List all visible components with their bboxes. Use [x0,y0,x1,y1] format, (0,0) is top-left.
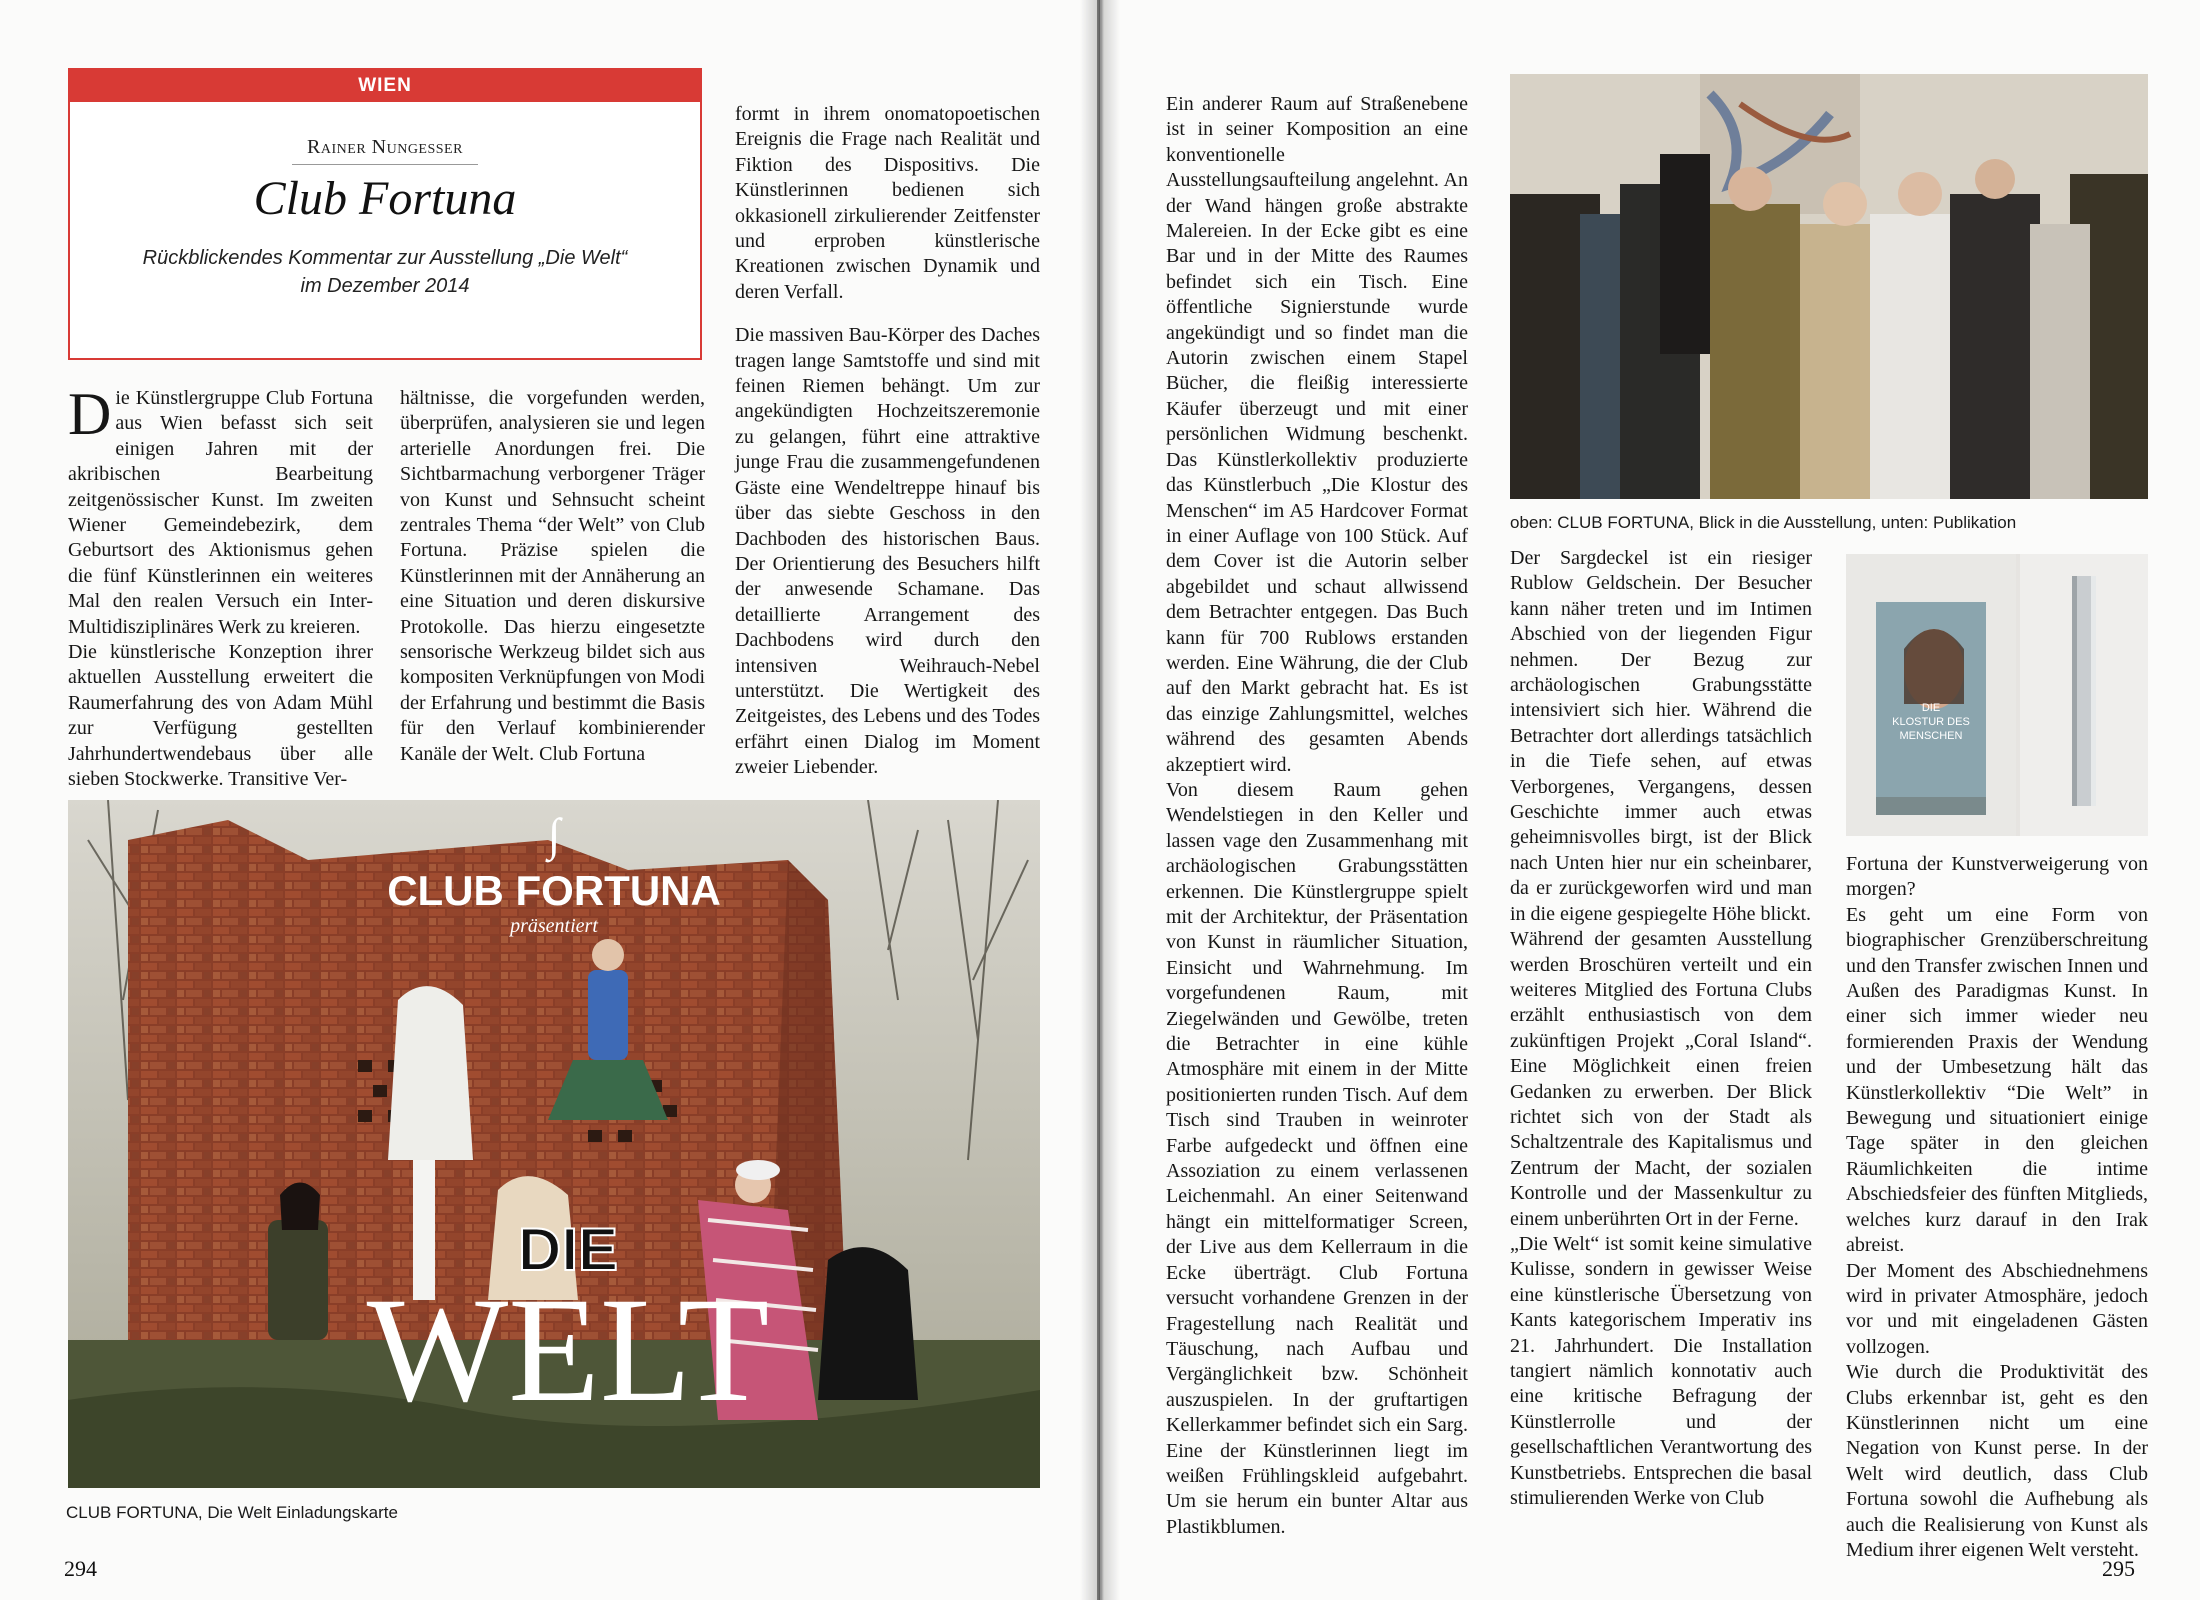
paragraph: Die Künstlergruppe Club Fortuna aus Wien befasst sich seit einigen Jahren mit der akribischen Bearbeitung zeitgenössischer Kunst. Im zweiten Wiener Gemeindebezirk, dem Geburtsort des Aktionismus gehen die fünf Künstlerinnen ein weiteres Mal den realen Versuch ein Inter-Multidisziplinäres Werk zu kreieren. [68,381,373,638]
article-title: Club Fortuna [253,172,517,225]
article-subtitle [70,244,700,300]
paragraph: „Die Welt“ ist somit keine simulative Kulisse, sondern in gewisser Weise eine künstlerische Übersetzung von Kants kategorischem Imperativ ins 21. Jahrhundert. Die Installation tangiert nämlich konnotativ auch eine kritische Befragung der Künstlerrolle und der gesellschaftlichen Verantwortung des Kunstbetriebs. Entsprechen die basal stimulierenden Werke von Club [1510,1232,1812,1510]
paragraph: Während der gesamten Ausstellung werden Broschüren verteilt und ein weiteres Mitglied des Fortuna Clubs erzählt enthusiastisch von dem zukünftigen Projekt „Coral Island“. Eine Möglichkeit einen freien Gedanken zu erwerben. Der Blick richtet sich von der Stadt als Schaltzentrale des Kapitalismus und Zentrum der Macht, der sozialen Kontrolle und der Massenkultur zu einem unberührten Ort in der Ferne. [1510,928,1812,1230]
left-column-1 [68,381,373,793]
book-title-3: MENSCHEN [1899,730,1963,742]
poster-word-die: DIE [517,1216,619,1283]
right-column-2 [1510,546,1812,1511]
paragraph: Der Sargdeckel ist ein riesiger Rublow Geldschein. Der Besucher kann näher treten und im Intimen Abschied von der liegenden Figur nehmen. Der Bezug zur archäologischen Grabungsstätte intensiviert sich hier. Während die Betrachter dort allerdings tatsächlich in die Tiefe sehen, auf etwas Verborgenes, Vergangens, dessen Geschichte immer auch etwas geheimnisvolles birgt, ist der Blick nach Unten hier nur ein scheinbarer, da er zurückgeworfen wird und man in die eigene gespiegelte Höhe blickt. [1510,547,1812,925]
poster-word-welt: WELT [366,1267,770,1433]
author-name: Rainer Nungesser [307,136,463,158]
poster-tagline: präsentiert [510,915,598,937]
exhibition-photo [1510,74,2148,499]
paragraph: Der Moment des Abschiednehmens wird in privater Atmosphäre, jedoch vor und mit eingeladenen Gästen vollzogen. [1846,1259,2148,1358]
section-label: WIEN [70,70,700,102]
left-column-2 [400,386,705,767]
right-column-3 [1846,852,2148,1563]
paragraph: Ein anderer Raum auf Straßenebene ist in seiner Komposition an eine konventionelle Ausstellungsaufteilung angelehnt. An der Wand hängen große abstrakte Malereien. In der Ecke gibt es eine Bar und in der Mitte des Raumes befindet sich ein Tisch. Eine öffentliche Signierstunde wurde angekündigt und so findet man die Autorin zwischen einem Stapel Bücher, die fleißig interessierte Käufer überzeugt und mit einer persönlichen Widmung beschenkt. Das Künstlerkollektiv produzierte das Künstlerbuch „Die Klostur des Menschen“ im A5 Hardcover Format in einer Auflage von 100 Stück. Auf dem Cover ist die Autorin selber abgebildet und schaut allwissend dem Betrachter entgegen. Das Buch kann für 700 Rublows erstanden werden. Eine Währung, die der Club auf den Markt gebracht hat. Es ist das einzige Zahlungsmittel, welches während des gesamten Abends akzeptiert wird. [1166,93,1468,776]
paragraph: Die massiven Bau-Körper des Daches tragen lange Samtstoffe und sind mit feinen Riemen behängt. Um zur angekündigten Hochzeitszeremonie zu gelangen, führt eine attraktive junge Frau die zusammengefundenen Gäste eine Wendeltreppe hinauf bis über das siebte Geschoss in den Dachboden des historischen Baus. Der Orientierung des Besuchers hilft der anwesende Schamane. Das detaillierte Arrangement des Dachbodens wird durch den intensiven Weihrauch-Nebel unterstützt. Die Wertigkeit des Zeitgeistes, des Lebens und des Todes erfährt einen Dialog im Moment zweier Liebender. [735,324,1040,779]
subtitle-line-2: im Dezember 2014 [300,275,470,297]
paragraph: Es geht um eine Form von biographischer Grenzüberschreitung und den Transfer zwischen Innen und Außen des Paradigmas Kunst. In einer sich immer wieder neu formierenden Praxis der Wendung und der Umbesetzung hält das Künstlerkollektiv “Die Welt” in Bewegung und situationiert einige Tage später in den gleichen Räumlichkeiten die intime Abschiedsfeier des fünften Mitglieds, welches kurz darauf in den Irak abreist. [1846,903,2148,1257]
drop-cap: D [68,381,112,447]
right-page [1100,0,2200,1600]
book-title-1: DIE [1921,702,1941,714]
poster-illustration [68,800,1040,1488]
paragraph: formt in ihrem onomatopoetischen Ereignis die Frage nach Realität und Fiktion des Dispositivs. Die Künstlerinnen bedienen sich okkasionell zirkulierender Zeitfenster und erproben künstlerische Kreationen zwischen Dynamik und deren Verfall. [735,103,1040,303]
poster-brand: CLUB FORTUNA [387,867,721,914]
author-rule [292,164,478,165]
photo-caption: oben: CLUB FORTUNA, Blick in die Ausstellung, unten: Publikation [1510,513,2017,532]
image-caption: CLUB FORTUNA, Die Welt Einladungskarte [66,1503,398,1522]
page-number: 295 [2102,1556,2135,1581]
brand-monogram: ∫ [547,809,561,860]
paragraph: Fortuna der Kunstverweigerung von morgen? [1846,853,2148,901]
subtitle-line-1: Rückblickendes Kommentar zur Ausstellung „Die Welt“ [142,247,628,269]
book-title-2: KLOSTUR DES [1892,716,1970,728]
left-page [0,0,1097,1600]
paragraph: Die künstlerische Konzeption ihrer aktuellen Ausstellung erweitert die Raumerfahrung des von Adam Mühl zur Verfügung gestellten Jahrhundertwendebaus über alle sieben Stockwerke. Transitive Ver- [68,641,373,791]
right-column-1 [1166,92,1468,1540]
left-column-3 [735,102,1040,781]
paragraph: Von diesem Raum gehen Wendelstiegen in den Keller und lassen vage den Zusammenhang mit archäologischen Grabungsstätten erkennen. Die Künstlergruppe spielt mit der Architektur, der Präsentation von Kunst in räumlicher Situation, Einsicht und Wahrnehmung. Im vorgefundenen Raum, mit Ziegelwänden und Gewölbe, treten die Betrachter in eine kühle Atmosphäre mit einem in der Mitte positionierten runden Tisch. Auf dem Tisch sind Trauben in weinroter Farbe aufgedeckt und öffnen eine Assoziation zu einem verlassenen Leichenmahl. An einer Seitenwand hängt ein mittelformatiger Screen, der Live aus dem Kellerraum in die Ecke überträgt. Club Fortuna versucht vorhandene Grenzen in der Fragestellung nach Realität und Täuschung, nach Aufbau und Vergänglichkeit bzw. Schönheit auszuspielen. In der gruftartigen Kellerkammer befindet sich ein Sarg. Eine der Künstlerinnen liegt im weißen Frühlingskleid aufgebahrt. Um sie herum ein bunter Altar aus Plastikblumen. [1166,778,1468,1538]
paragraph: Wie durch die Produktivität des Clubs erkennbar ist, geht es den Künstlerinnen nicht um eine Negation von Kunst perse. In der Welt wird deutlich, dass Club Fortuna sowohl die Aufhebung als auch die Realisierung von Kunst als Medium ihrer eigenen Welt versteht. [1846,1361,2148,1561]
article-header-box [68,68,702,360]
welt-invitation-image [68,800,1040,1488]
page-number: 294 [64,1556,97,1581]
paragraph: hältnisse, die vorgefunden werden, überprüfen, analysieren sie und legen arterielle Anordungen frei. Die Sichtbarmachung verborgener Träger von Kunst und Sehnsucht scheint zentrales Thema “der Welt” von Club Fortuna. Präzise spielen die Künstlerinnen mit der Annäherung an eine Situation und deren diskursive Protokolle. Das hierzu eingesetzte sensorische Werkzeug bildet sich aus kompositen Verknüpfungen von Modi der Erfahrung und bestimmt die Basis für den Verlauf kombinierender Kanäle der Welt. Club Fortuna [400,387,705,765]
book-gutter [1080,0,1120,1600]
publication-photo [1846,554,2148,836]
